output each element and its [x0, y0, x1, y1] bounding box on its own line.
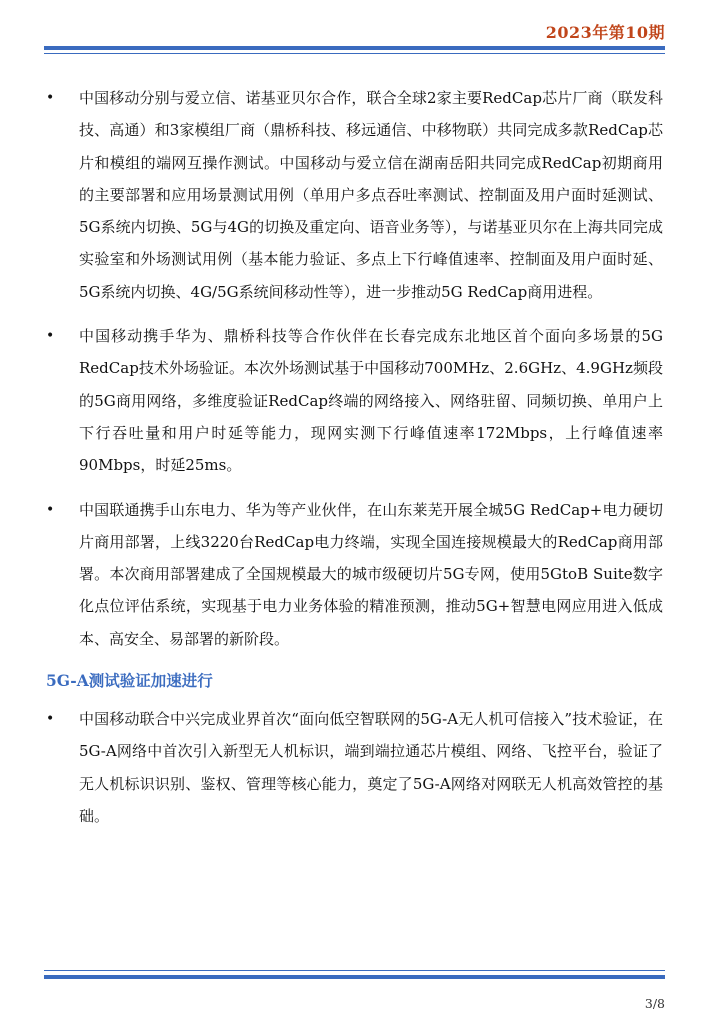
- header-rule-thick: [44, 46, 665, 50]
- list-item-text: 中国移动携手华为、鼎桥科技等合作伙伴在长春完成东北地区首个面向多场景的5G RedCap技术外场验证。本次外场测试基于中国移动700MHz、2.6GHz、4.9GHz频段的5G商用网络，多维度验证RedCap终端的网络接入、网络驻留、同频切换、单用户上下行吞吐量和用户时延等能力，现网实测下行峰值速率172Mbps，上行峰值速率90Mbps，时延25ms。: [79, 327, 663, 475]
- bullet-icon: •: [46, 328, 55, 345]
- list-item-text: 中国移动联合中兴完成业界首次“面向低空智联网的5G-A无人机可信接入”技术验证，在5G-A网络中首次引入新型无人机标识，端到端拉通芯片模组、网络、飞控平台，验证了无人机标识识别、鉴权、管理等核心能力，奠定了5G-A网络对网联无人机高效管控的基础。: [79, 710, 663, 825]
- bullet-icon: •: [46, 90, 55, 106]
- article-body: [44, 82, 663, 844]
- section-heading: 5G-A测试验证加速进行: [46, 671, 213, 691]
- bullet-icon: •: [46, 501, 55, 518]
- list-item: [44, 494, 663, 655]
- list-item: [44, 703, 663, 832]
- page-number: 3/8: [644, 996, 665, 1011]
- list-item: [44, 82, 663, 308]
- footer-rule-thick: [44, 975, 665, 979]
- list-item: [44, 320, 663, 481]
- list-item-text: 中国联通携手山东电力、华为等产业伙伴，在山东莱芜开展全城5G RedCap+电力硬切片商用部署，上线3220台RedCap电力终端，实现全国连接规模最大的RedCap商用部署。本次商用部署建成了全国规模最大的城市级硬切片5G专网，使用5GtoB Suite数字化点位评估系统，实现基于电力业务体验的精准预测，推动5G+智慧电网应用进入低成本、高安全、易部署的新阶段。: [79, 500, 663, 648]
- issue-label: 2023年第10期: [545, 23, 665, 42]
- header-rule-thin: [44, 53, 665, 54]
- bullet-icon: •: [46, 711, 55, 728]
- list-item-text: 中国移动分别与爱立信、诺基亚贝尔合作，联合全球2家主要RedCap芯片厂商（联发科技、高通）和3家模组厂商（鼎桥科技、移远通信、中移物联）共同完成多款RedCap芯片和模组的端网互操作测试。中国移动与爱立信在湖南岳阳共同完成RedCap初期商用的主要部署和应用场景测试用例（单用户多点吞吐率测试、控制面及用户面时延测试、5G系统内切换、5G与4G的切换及重定向、语音业务等），与诺基亚贝尔在上海共同完成实验室和外场测试用例（基本能力验证、多点上下行峰值速率、控制面及用户面时延、5G系统内切换、4G/5G系统间移动性等），进一步推动5G RedCap商用进程。: [79, 89, 663, 301]
- footer-rule-thin: [44, 970, 665, 971]
